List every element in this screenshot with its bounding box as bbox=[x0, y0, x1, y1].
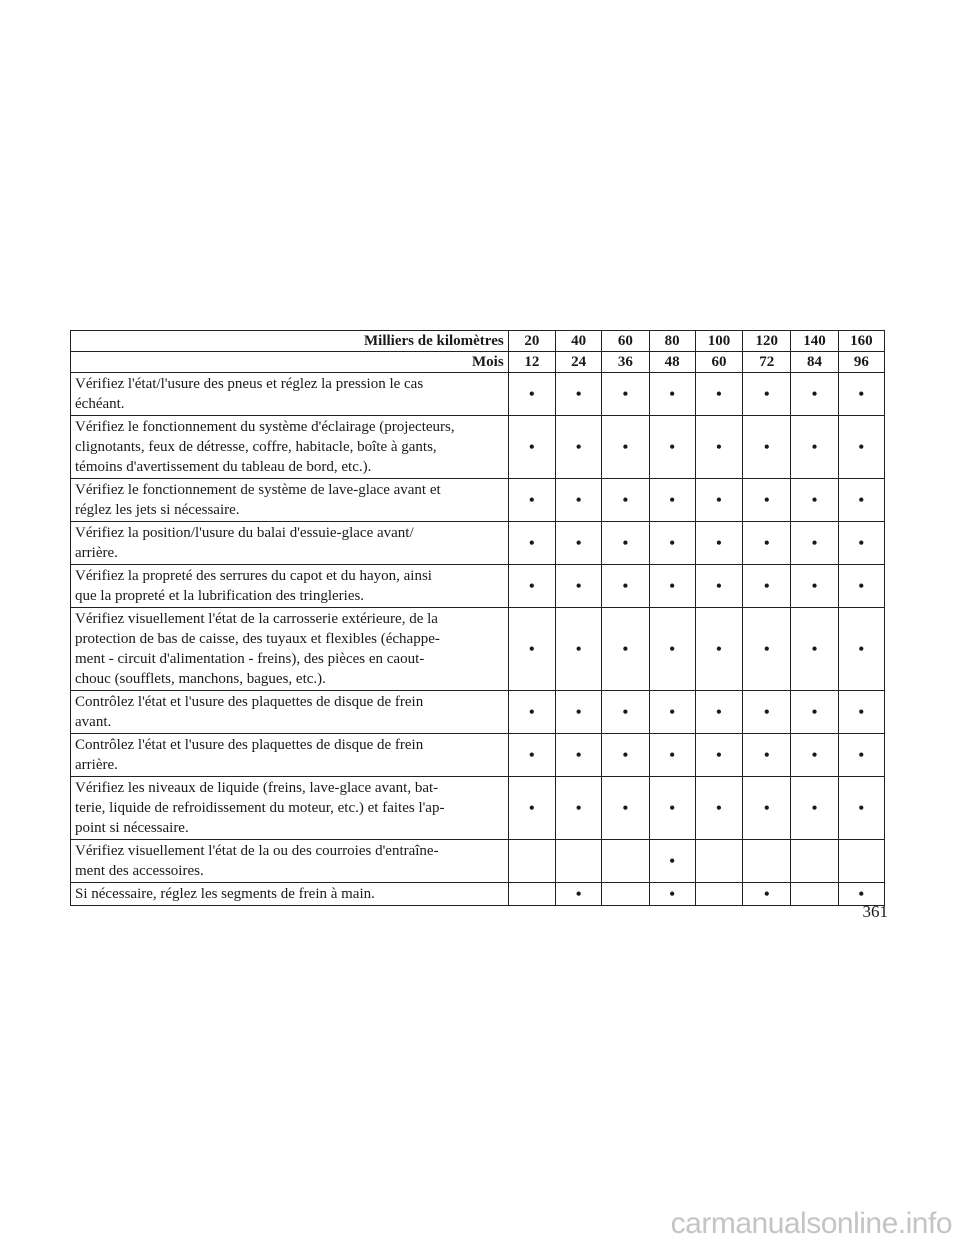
service-bullet: • bbox=[791, 565, 838, 608]
service-bullet: • bbox=[695, 373, 742, 416]
task-text-line: chouc (soufflets, manchons, bagues, etc.). bbox=[75, 671, 326, 687]
service-bullet: • bbox=[555, 608, 601, 691]
service-bullet: • bbox=[602, 373, 649, 416]
empty-cell bbox=[743, 840, 791, 883]
table-row bbox=[71, 608, 885, 691]
task-text-line: ment - circuit d'alimentation - freins), des pièces en caout- bbox=[75, 651, 425, 667]
service-bullet: • bbox=[649, 479, 695, 522]
task-text-line: Vérifiez l'état/l'usure des pneus et réglez la pression le cas bbox=[75, 376, 424, 392]
service-bullet: • bbox=[649, 883, 695, 906]
task-description bbox=[71, 373, 509, 416]
service-bullet: • bbox=[838, 883, 884, 906]
empty-cell bbox=[791, 840, 838, 883]
table-row bbox=[71, 883, 885, 906]
header-row-months-value: 36 bbox=[602, 352, 649, 373]
task-description bbox=[71, 522, 509, 565]
service-bullet: • bbox=[649, 608, 695, 691]
service-bullet: • bbox=[743, 479, 791, 522]
empty-cell bbox=[602, 840, 649, 883]
service-bullet: • bbox=[508, 608, 555, 691]
header-row-kilometers-value: 100 bbox=[695, 331, 742, 352]
service-bullet: • bbox=[602, 734, 649, 777]
task-text-line: arrière. bbox=[75, 757, 118, 773]
task-text-line: point si nécessaire. bbox=[75, 820, 189, 836]
task-text-line: Contrôlez l'état et l'usure des plaquettes de disque de frein bbox=[75, 737, 424, 753]
table-row bbox=[71, 479, 885, 522]
service-bullet: • bbox=[602, 522, 649, 565]
task-text-line: clignotants, feux de détresse, coffre, habitacle, boîte à gants, bbox=[75, 439, 437, 455]
header-row-months-value: 84 bbox=[791, 352, 838, 373]
header-row-kilometers bbox=[71, 331, 885, 352]
service-bullet: • bbox=[791, 416, 838, 479]
header-row-months-value: 12 bbox=[508, 352, 555, 373]
service-bullet: • bbox=[602, 777, 649, 840]
service-bullet: • bbox=[695, 734, 742, 777]
task-text-line: réglez les jets si nécessaire. bbox=[75, 502, 240, 518]
task-text-line: Contrôlez l'état et l'usure des plaquettes de disque de frein bbox=[75, 694, 424, 710]
service-bullet: • bbox=[555, 373, 601, 416]
service-bullet: • bbox=[508, 565, 555, 608]
service-bullet: • bbox=[838, 373, 884, 416]
service-bullet: • bbox=[649, 522, 695, 565]
header-row-months-value: 96 bbox=[838, 352, 884, 373]
task-description bbox=[71, 565, 509, 608]
header-row-months-value: 48 bbox=[649, 352, 695, 373]
service-bullet: • bbox=[555, 416, 601, 479]
task-text-line: que la propreté et la lubrification des tringleries. bbox=[75, 588, 365, 604]
empty-cell bbox=[508, 840, 555, 883]
task-description bbox=[71, 416, 509, 479]
schedule-body bbox=[71, 331, 885, 906]
service-bullet: • bbox=[695, 777, 742, 840]
task-text-line: Vérifiez visuellement l'état de la ou des courroies d'entraîne- bbox=[75, 843, 439, 859]
service-bullet: • bbox=[791, 691, 838, 734]
service-bullet: • bbox=[838, 565, 884, 608]
service-bullet: • bbox=[508, 777, 555, 840]
header-row-kilometers-label: Milliers de kilomètres bbox=[71, 331, 509, 352]
service-bullet: • bbox=[695, 608, 742, 691]
empty-cell bbox=[695, 840, 742, 883]
task-text-line: Vérifiez le fonctionnement de système de lave-glace avant et bbox=[75, 482, 441, 498]
service-bullet: • bbox=[508, 479, 555, 522]
service-bullet: • bbox=[838, 608, 884, 691]
header-row-months-label: Mois bbox=[71, 352, 509, 373]
empty-cell bbox=[602, 883, 649, 906]
header-row-kilometers-value: 120 bbox=[743, 331, 791, 352]
service-bullet: • bbox=[602, 691, 649, 734]
service-bullet: • bbox=[602, 565, 649, 608]
task-description bbox=[71, 777, 509, 840]
service-bullet: • bbox=[791, 777, 838, 840]
header-row-kilometers-value: 160 bbox=[838, 331, 884, 352]
service-bullet: • bbox=[838, 416, 884, 479]
task-text-line: témoins d'avertissement du tableau de bord, etc.). bbox=[75, 459, 372, 475]
table-row bbox=[71, 373, 885, 416]
header-row-months-value: 60 bbox=[695, 352, 742, 373]
service-bullet: • bbox=[602, 416, 649, 479]
header-row-kilometers-value: 140 bbox=[791, 331, 838, 352]
table-row bbox=[71, 522, 885, 565]
task-description bbox=[71, 479, 509, 522]
task-text-line: échéant. bbox=[75, 396, 125, 412]
maintenance-schedule-table bbox=[70, 330, 885, 906]
task-text-line: Vérifiez la position/l'usure du balai d'essuie-glace avant/ bbox=[75, 525, 414, 541]
task-text-line: terie, liquide de refroidissement du moteur, etc.) et faites l'ap- bbox=[75, 800, 445, 816]
header-row-kilometers-value: 20 bbox=[508, 331, 555, 352]
task-text-line: Vérifiez les niveaux de liquide (freins, lave-glace avant, bat- bbox=[75, 780, 439, 796]
service-bullet: • bbox=[649, 416, 695, 479]
service-bullet: • bbox=[555, 883, 601, 906]
task-description bbox=[71, 691, 509, 734]
service-bullet: • bbox=[649, 840, 695, 883]
task-text-line: ment des accessoires. bbox=[75, 863, 204, 879]
service-bullet: • bbox=[602, 608, 649, 691]
service-bullet: • bbox=[743, 416, 791, 479]
empty-cell bbox=[555, 840, 601, 883]
task-description bbox=[71, 734, 509, 777]
service-bullet: • bbox=[508, 691, 555, 734]
service-bullet: • bbox=[555, 691, 601, 734]
table-row bbox=[71, 691, 885, 734]
table-row bbox=[71, 777, 885, 840]
service-bullet: • bbox=[791, 522, 838, 565]
task-text-line: Vérifiez visuellement l'état de la carrosserie extérieure, de la bbox=[75, 611, 438, 627]
service-bullet: • bbox=[695, 522, 742, 565]
service-bullet: • bbox=[555, 777, 601, 840]
service-bullet: • bbox=[508, 522, 555, 565]
service-bullet: • bbox=[555, 565, 601, 608]
service-bullet: • bbox=[838, 691, 884, 734]
service-bullet: • bbox=[555, 479, 601, 522]
header-row-kilometers-value: 80 bbox=[649, 331, 695, 352]
table-row bbox=[71, 840, 885, 883]
service-bullet: • bbox=[649, 777, 695, 840]
task-text-line: avant. bbox=[75, 714, 112, 730]
service-bullet: • bbox=[508, 373, 555, 416]
service-bullet: • bbox=[791, 734, 838, 777]
service-bullet: • bbox=[695, 479, 742, 522]
task-description bbox=[71, 608, 509, 691]
service-bullet: • bbox=[649, 734, 695, 777]
service-bullet: • bbox=[508, 416, 555, 479]
task-description bbox=[71, 840, 509, 883]
service-bullet: • bbox=[791, 608, 838, 691]
task-text-line: Si nécessaire, réglez les segments de frein à main. bbox=[75, 886, 375, 902]
watermark-logo: carmanualsonline.info bbox=[670, 1207, 952, 1240]
service-bullet: • bbox=[743, 373, 791, 416]
service-bullet: • bbox=[743, 565, 791, 608]
empty-cell bbox=[791, 883, 838, 906]
service-bullet: • bbox=[555, 522, 601, 565]
header-row-months-value: 24 bbox=[555, 352, 601, 373]
header-row-months bbox=[71, 352, 885, 373]
service-bullet: • bbox=[743, 734, 791, 777]
task-text-line: Vérifiez la propreté des serrures du capot et du hayon, ainsi bbox=[75, 568, 432, 584]
service-bullet: • bbox=[838, 479, 884, 522]
service-bullet: • bbox=[743, 883, 791, 906]
service-bullet: • bbox=[695, 416, 742, 479]
task-text-line: arrière. bbox=[75, 545, 118, 561]
table-row bbox=[71, 734, 885, 777]
service-bullet: • bbox=[743, 522, 791, 565]
empty-cell bbox=[695, 883, 742, 906]
service-bullet: • bbox=[743, 608, 791, 691]
service-bullet: • bbox=[743, 691, 791, 734]
service-bullet: • bbox=[555, 734, 601, 777]
service-bullet: • bbox=[649, 373, 695, 416]
task-description bbox=[71, 883, 509, 906]
task-text-line: protection de bas de caisse, des tuyaux et flexibles (échappe- bbox=[75, 631, 440, 647]
service-bullet: • bbox=[838, 522, 884, 565]
header-row-months-value: 72 bbox=[743, 352, 791, 373]
service-bullet: • bbox=[602, 479, 649, 522]
header-row-kilometers-value: 40 bbox=[555, 331, 601, 352]
service-bullet: • bbox=[743, 777, 791, 840]
table-row bbox=[71, 565, 885, 608]
empty-cell bbox=[508, 883, 555, 906]
service-bullet: • bbox=[649, 565, 695, 608]
service-bullet: • bbox=[838, 777, 884, 840]
header-row-kilometers-value: 60 bbox=[602, 331, 649, 352]
service-bullet: • bbox=[791, 373, 838, 416]
service-bullet: • bbox=[695, 565, 742, 608]
task-text-line: Vérifiez le fonctionnement du système d'éclairage (projecteurs, bbox=[75, 419, 455, 435]
empty-cell bbox=[838, 840, 884, 883]
service-bullet: • bbox=[649, 691, 695, 734]
service-bullet: • bbox=[695, 691, 742, 734]
table-row bbox=[71, 416, 885, 479]
service-bullet: • bbox=[791, 479, 838, 522]
page-number: 361 bbox=[862, 902, 888, 921]
service-bullet: • bbox=[838, 734, 884, 777]
service-bullet: • bbox=[508, 734, 555, 777]
